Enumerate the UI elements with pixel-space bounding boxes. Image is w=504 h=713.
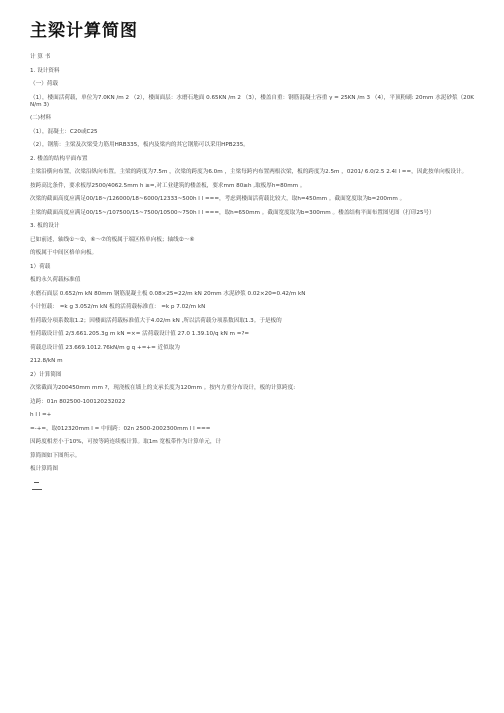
doc-line-15: 1）荷载 (30, 263, 51, 270)
doc-line-21: 荷载总设计值 23.669.1012.76kN/m g q +=+= 近似取为 (30, 344, 180, 351)
doc-line-7: 2. 楼盖的结构平面布置 (30, 155, 88, 162)
doc-line-14: 的板属于中间区格单向板。 (30, 250, 98, 257)
doc-line-23: 2）计算简图 (30, 371, 62, 378)
doc-line-1: 1. 设计资料 (30, 67, 60, 74)
doc-line-27: =-+=，取012320mm l = 中间跨：02n 2500-2002300mm l l === (30, 425, 211, 432)
doc-line-4: (二)材料 (30, 115, 52, 122)
doc-line-5: （1），混凝土：C20或C25 (30, 128, 98, 135)
doc-line-13: 已如前述，轴线①～②，⑥～⑦的板属于端区格单向板；轴线②～⑥ (30, 236, 195, 243)
doc-line-28: 因跨度相差小于10%，可按等跨连续板计算。取1m 宽板带作为计算单元，计 (30, 439, 222, 446)
diagram-stub (30, 480, 476, 494)
doc-line-29: 算简图如下图所示。 (30, 452, 81, 459)
diagram-stub-long-line (32, 489, 42, 490)
doc-line-19: 恒荷载分项系数取1.2；因楼面活荷载标准值大于4.02/m kN ,所以活荷载分项系数因取1.3。于是板的 (30, 317, 282, 324)
doc-line-10: 次梁的截面高度应满足00/18~/126000/18~6000/12333~500h l l ===，考虑到楼面活荷载比较大，取h=450mm 。截面宽度取为b=200mm 。 (30, 196, 406, 203)
doc-line-2: （一）荷载 (30, 81, 58, 87)
doc-line-8: 主梁沿横向布置，次梁沿纵向布置。主梁的跨度为7.5m ，次梁的跨度为6.0m ，主梁每跨内布置两根次梁，板的跨度为2.5m ，0201/ 6.0/2.5 2.4l l ==，因此按单向板设计。 (30, 169, 468, 176)
doc-line-16: 板的永久荷载标准值 (30, 277, 81, 284)
doc-line-22: 212.8/kN m (30, 358, 63, 365)
doc-line-18: 小计恒载： =k g 3.052/m kN 板的活荷载标准直： =k p 7.02/m kN (30, 304, 206, 311)
doc-line-24: 次梁截面为200450mm mm ?，现浇板在墙上的支承长度为120mm 。按内力重分布设计，板的计算跨度: (30, 385, 296, 392)
doc-line-3: （1），楼面活荷载，单位为7.0KN /m 2 （2），楼面面层：水磨石地面 0.65KN /m 2 （3），楼盖自重：钢筋混凝土容重 γ = 25KN /m 3 （4），平顶粉刷: 20mm 水泥砂浆（20KN/m 3) (30, 94, 474, 108)
doc-line-6: （2），钢筋：主梁及次梁受力筋用HRB335，板内及梁内的其它钢筋可以采用HPB235。 (30, 142, 249, 149)
doc-line-11: 主梁的截面高度应满足00/15~/107500/15~7500/10500~750h l l ===，取h=650mm 。截面宽度取为b=300mm 。楼盖结构平面布置图见图（打印25号） (30, 209, 435, 216)
document-body (30, 54, 476, 474)
doc-line-26: h l l =+ (30, 412, 52, 419)
doc-line-9: 按跨高比条件，要求板厚2500/4062.5mm h ≥=,对工业建筑的楼盖板，要求mm 80≥h ,取板厚h=80mm 。 (30, 182, 306, 189)
doc-line-30: 板计算简图 (30, 466, 58, 473)
diagram-stub-short-line (34, 482, 39, 483)
doc-line-0: 计 算 书 (30, 54, 51, 60)
doc-line-12: 3. 板的设计 (30, 223, 60, 230)
document-title: 主梁计算简图 (30, 21, 138, 41)
doc-line-17: 水磨石面层 0.652/m kN 80mm 钢筋混凝土板 0.08×25=22/m kN 20mm 水泥砂浆 0.02×20=0.42/m kN (30, 290, 306, 297)
doc-line-20: 恒荷载设计值 2/3.661.205.3g m kN =×= 活荷载设计值 27.0 1.39.10/q kN m =?= (30, 331, 250, 338)
doc-line-25: 边跨：01n 802500-100120232022 (30, 398, 126, 405)
